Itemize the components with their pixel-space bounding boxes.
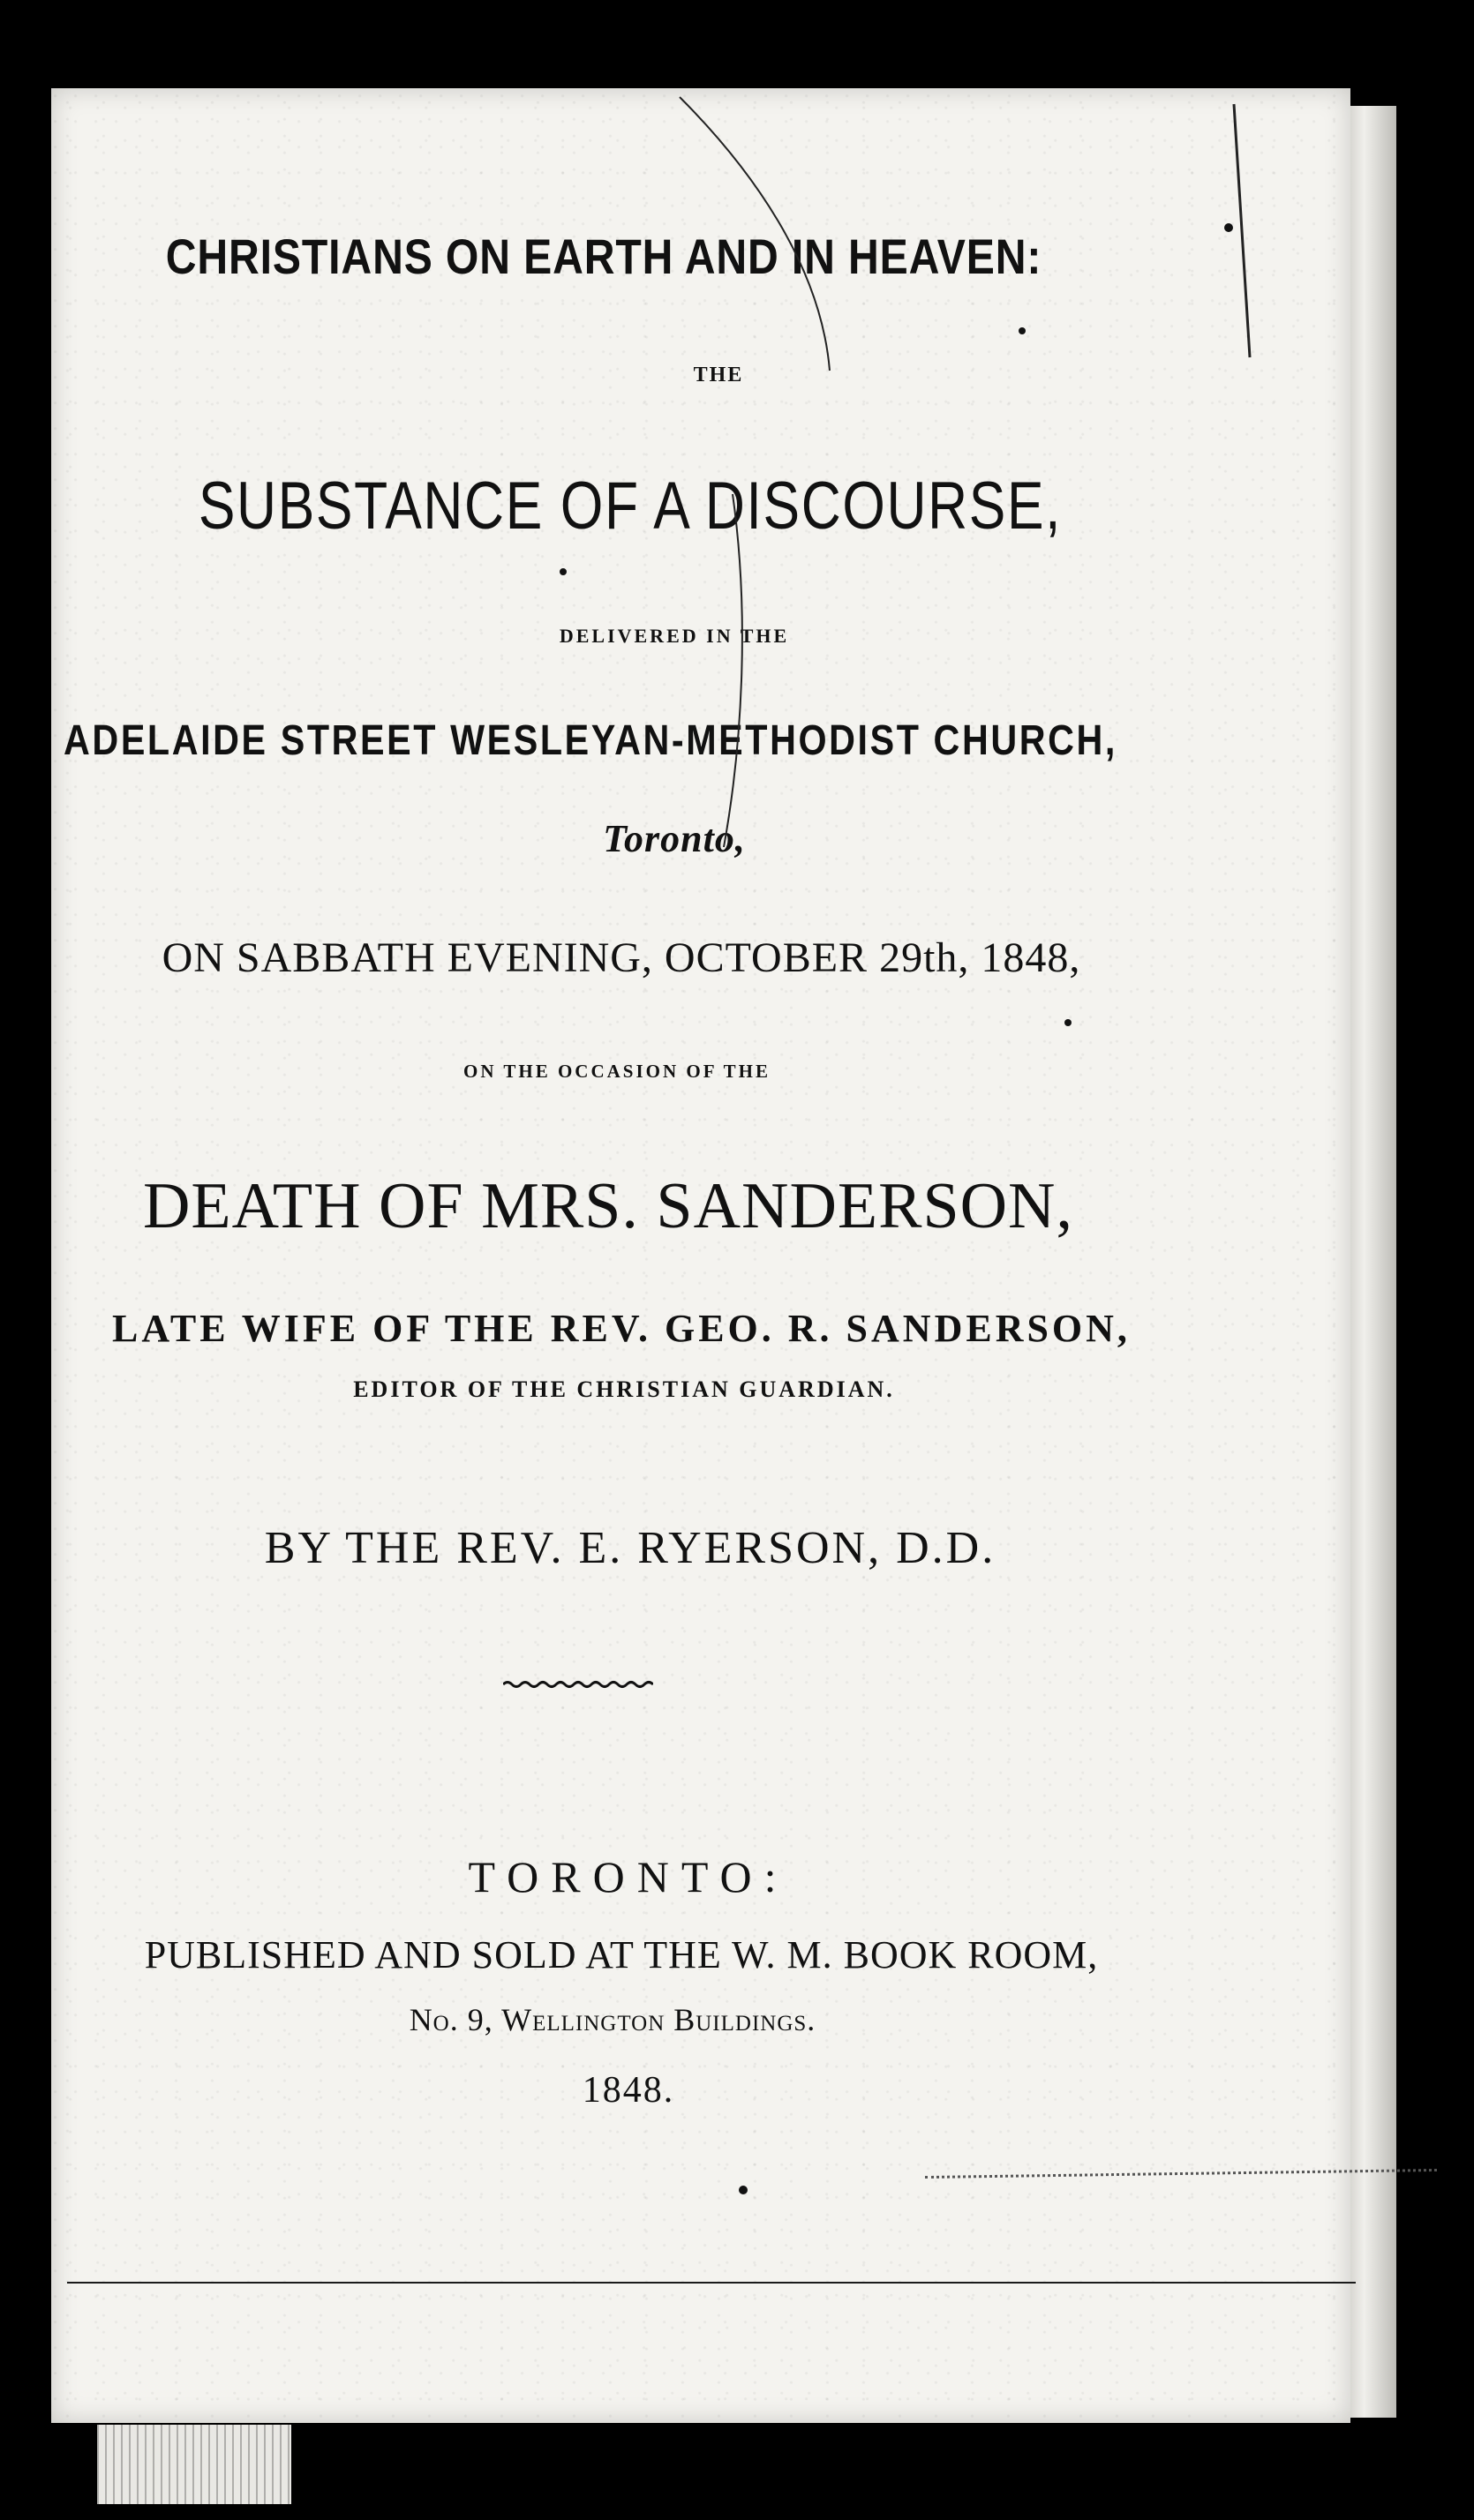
subtitle-the: THE — [693, 364, 744, 386]
late-wife-line: LATE WIFE OF THE REV. GEO. R. SANDERSON, — [112, 1307, 1131, 1350]
imprint-year: 1848. — [582, 2070, 675, 2111]
title-page — [51, 88, 1350, 2423]
occasion-line: ON THE OCCASION OF THE — [463, 1061, 771, 1082]
death-heading: DEATH OF MRS. SANDERSON, — [142, 1170, 1073, 1242]
subtitle-substance: SUBSTANCE OF A DISCOURSE, — [198, 469, 1063, 544]
church-name: ADELAIDE STREET WESLEYAN-METHODIST CHURCH, — [64, 717, 1117, 764]
imprint-address: No. 9, Wellington Buildings. — [409, 2002, 816, 2037]
date-line: ON SABBATH EVENING, OCTOBER 29th, 1848, — [162, 934, 1081, 981]
editor-line: EDITOR OF THE CHRISTIAN GUARDIAN. — [353, 1376, 895, 1402]
author-byline: BY THE REV. E. RYERSON, D.D. — [264, 1523, 996, 1573]
imprint-city: TORONTO: — [468, 1852, 789, 1901]
delivered-line: DELIVERED IN THE — [559, 625, 790, 647]
bottom-page-tab — [97, 2425, 291, 2504]
imprint-publisher: PUBLISHED AND SOLD AT THE W. M. BOOK ROOM, — [144, 1933, 1099, 1976]
page-edge-strip — [1350, 106, 1396, 2418]
decorative-wave-rule — [503, 1678, 653, 1691]
main-title: CHRISTIANS ON EARTH AND IN HEAVEN: — [165, 229, 1042, 284]
city-blackletter: Toronto, — [603, 817, 746, 860]
bottom-rule — [67, 2282, 1356, 2284]
